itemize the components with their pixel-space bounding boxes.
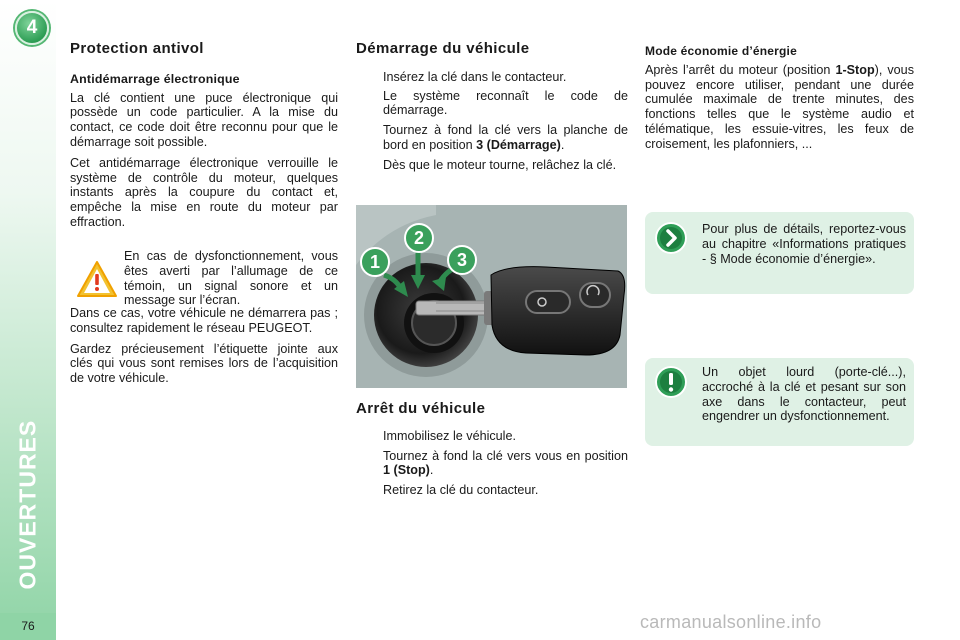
column-demarrage: [356, 42, 628, 178]
chevron-right-circle-icon: [655, 222, 687, 254]
step-text-after: .: [560, 137, 565, 152]
position-label: 3 (Démarrage): [476, 137, 561, 152]
position-label: 1 (Stop): [383, 463, 430, 478]
watermark: carmanualsonline.info: [640, 612, 822, 632]
paragraph-keep-label: Gardez précieusement l’étiquette jointe aux clés qui vous sont remises lors de l’acquisition de votre véhicule.: [70, 341, 338, 386]
info-box: [645, 212, 914, 294]
list-note: [356, 89, 628, 119]
note-text: Le système reconnaît le code de démarrage.: [383, 88, 628, 118]
paragraph-key-chip: La clé contient une puce électronique qui possède un code particulier. A la mise du contact, ce code doit être reconnu pour que le démarrage soit possible.: [70, 90, 338, 149]
section-title-demarrage: Démarrage du véhicule: [356, 40, 530, 57]
warning-text: En cas de dysfonctionnement, vous êtes averti par l’allumage de ce témoin, un signal sonore et un message sur l’écran.: [124, 249, 338, 308]
position-label-2: 2: [404, 223, 434, 253]
column-economie: [645, 44, 914, 158]
economie-text: Après l’arrêt du moteur (position: [645, 62, 836, 77]
step-text: Immobilisez le véhicule.: [383, 428, 516, 443]
warning-triangle-icon: [76, 259, 118, 299]
step-text-after: .: [429, 463, 434, 478]
list-item: [356, 70, 628, 85]
step-text: Retirez la clé du contacteur.: [383, 483, 539, 498]
step-text: Insérez la clé dans le contacteur.: [383, 69, 567, 84]
column-protection-continued: [70, 306, 338, 392]
paragraph-contact-network: Dans ce cas, votre véhicule ne démarrera pas ; consultez rapidement le réseau PEUGEOT.: [70, 306, 338, 335]
step-text: Tournez à fond la clé vers la planche de bord en position: [383, 123, 628, 152]
section-title-arret: Arrêt du véhicule: [356, 400, 486, 417]
caution-box: [645, 358, 914, 446]
position-label-3: 3: [447, 245, 477, 275]
subtitle-economie: Mode économie d’énergie: [645, 44, 797, 58]
page-number: 76: [0, 613, 56, 640]
section-title-protection: Protection antivol: [70, 40, 204, 57]
chapter-sidebar: [0, 0, 56, 640]
column-protection-antivol: [70, 42, 338, 236]
list-item: [356, 123, 628, 153]
ignition-switch-icon: [356, 205, 627, 388]
list-item: [356, 483, 628, 498]
info-text: Pour plus de détails, reportez-vous au chapitre «Informations pratiques - § Mode économie d’énergie».: [702, 222, 906, 266]
step-text: Tournez à fond la clé vers vous en position: [383, 448, 628, 463]
ignition-key-illustration: [356, 205, 627, 388]
list-item: [356, 429, 628, 444]
column-arret: [356, 402, 628, 503]
economie-text-after: ), vous pouvez encore utiliser, pendant une durée cumulée maximale de trente minutes, des fonctions telles que le système audio et télématique, les essuie-vitres, les feux de croisement, les plafonniers, ...: [645, 62, 914, 151]
list-item: [356, 449, 628, 479]
list-item: [356, 158, 628, 173]
warning-block: [70, 249, 338, 308]
position-label-1: 1: [360, 247, 390, 277]
step-text: Dès que le moteur tourne, relâchez la clé.: [383, 157, 617, 172]
chapter-number-badge: 4: [15, 11, 49, 45]
subtitle-antidemarrage: Antidémarrage électronique: [70, 71, 240, 86]
caution-text: Un objet lourd (porte-clé...), accroché à la clé et pesant sur son axe dans le contacteur, peut engendrer un dysfonctionnement.: [702, 365, 906, 424]
exclamation-circle-icon: [655, 366, 687, 398]
position-label: 1-Stop: [835, 62, 875, 77]
paragraph-immobilizer: Cet antidémarrage électronique verrouille le système de contrôle du moteur, quelques instants après la coupure du contact et, empêche la mise en route du moteur par effraction.: [70, 155, 338, 229]
section-title-vertical: OUVERTURES: [14, 419, 41, 590]
